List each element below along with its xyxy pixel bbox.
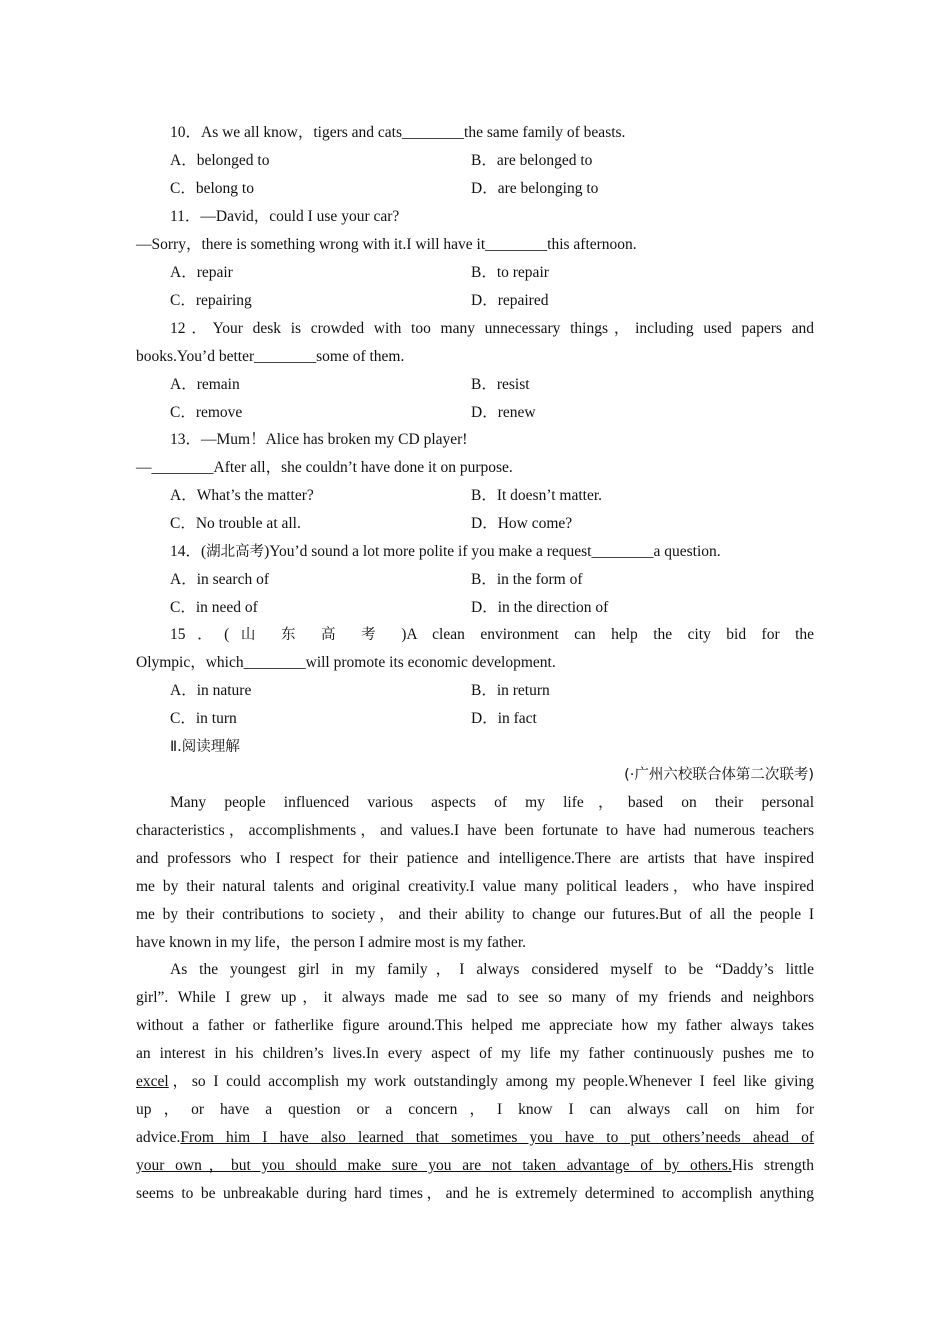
underlined-sentence: From him I have also learned that sometimes you have to put others’needs ahead of xyxy=(180,1129,814,1146)
option-c: C．No trouble at all. xyxy=(170,515,301,532)
passage-p1-line: me by their contributions to society，and their ability to change our futures.But of all the people I xyxy=(136,906,814,923)
passage-p1-line: have known in my life，the person I admire most is my father. xyxy=(136,934,526,951)
question-11-stem: 11．—David，could I use your car? xyxy=(170,208,400,225)
question-text: )You’d sound a lot more polite if you make a request________a question. xyxy=(264,543,721,560)
option-a: A．remain xyxy=(170,376,240,393)
question-13-stem: 13．—Mum！Alice has broken my CD player! xyxy=(170,431,468,448)
option-a: A．repair xyxy=(170,264,233,281)
question-source: 山东高考 xyxy=(229,627,402,643)
line-text: His strength xyxy=(731,1157,814,1174)
passage-p2-line: an interest in his children’s lives.In every aspect of my life my father continuously pushes me to xyxy=(136,1045,814,1062)
option-b: B．It doesn’t matter. xyxy=(471,487,603,504)
question-13-options-row-1 xyxy=(136,482,814,510)
option-b: B．in return xyxy=(471,682,550,699)
option-d: D．repaired xyxy=(471,292,549,309)
option-b: B．to repair xyxy=(471,264,549,281)
option-a: A．in nature xyxy=(170,682,252,699)
question-11-reply: —Sorry，there is something wrong with it.I will have it________this afternoon. xyxy=(136,236,637,253)
underlined-sentence: your own，but you should make sure you are not taken advantage of by others. xyxy=(136,1157,732,1174)
question-13-reply: —________After all，she couldn’t have done it on purpose. xyxy=(136,459,513,476)
passage-p1-line: Many people influenced various aspects of my life，based on their personal xyxy=(170,794,814,811)
question-11-options-row-2 xyxy=(136,287,814,315)
question-number: 14．( xyxy=(170,543,207,560)
passage-p2-line: As the youngest girl in my family，I always considered myself to be “Daddy’s little xyxy=(170,961,814,978)
question-12-options-row-2 xyxy=(136,399,814,427)
passage-p2-line: seems to be unbreakable during hard times，and he is extremely determined to accomplish anything xyxy=(136,1185,814,1202)
question-14-stem xyxy=(136,538,814,566)
question-14-options-row-1 xyxy=(136,566,814,594)
option-d: D．How come? xyxy=(471,515,573,532)
section-heading: Ⅱ.阅读理解 xyxy=(170,739,240,755)
passage-p2-line: girl”. While I grew up，it always made me sad to see so many of my friends and neighbors xyxy=(136,989,814,1006)
option-d: D．in the direction of xyxy=(471,599,609,616)
passage-source: (·广州六校联合体第二次联考) xyxy=(624,767,814,783)
question-14-options-row-2 xyxy=(136,594,814,622)
question-text: )A clean environment can help the city bid for the xyxy=(401,626,815,643)
underlined-word-excel: excel xyxy=(136,1073,169,1090)
question-12-stem-line-2: books.You’d better________some of them. xyxy=(136,348,405,365)
option-a: A．What’s the matter? xyxy=(170,487,314,504)
question-10-options-row-2 xyxy=(136,175,814,203)
passage-p2-line xyxy=(136,1068,814,1096)
option-d: D．in fact xyxy=(471,710,537,727)
passage-p2-line xyxy=(136,1124,814,1152)
option-c: C．belong to xyxy=(170,180,254,197)
passage-p2-line xyxy=(136,1152,814,1180)
option-c: C．in turn xyxy=(170,710,237,727)
question-12-stem-line-1: 12．Your desk is crowded with too many unnecessary things，including used papers and xyxy=(170,320,814,337)
question-15-stem-line-1 xyxy=(136,621,814,649)
question-13-options-row-2 xyxy=(136,510,814,538)
question-15-options-row-1 xyxy=(136,677,814,705)
question-15-stem-line-2: Olympic，which________will promote its economic development. xyxy=(136,654,556,671)
option-c: C．in need of xyxy=(170,599,258,616)
passage-p1-line: characteristics，accomplishments，and values.I have been fortunate to have had numerous teachers xyxy=(136,822,814,839)
option-c: C．repairing xyxy=(170,292,252,309)
question-15-options-row-2 xyxy=(136,705,814,733)
question-number: 15．( xyxy=(170,626,230,643)
question-11-options-row-1 xyxy=(136,259,814,287)
passage-p1-line: me by their natural talents and original creativity.I value many political leaders，who have inspired xyxy=(136,878,814,895)
line-text: advice. xyxy=(136,1129,181,1146)
question-10-options-row-1 xyxy=(136,147,814,175)
passage-p2-line: up，or have a question or a concern，I know I can always call on him for xyxy=(136,1101,814,1118)
option-b: B．in the form of xyxy=(471,571,583,588)
option-c: C．remove xyxy=(170,404,243,421)
option-d: D．renew xyxy=(471,404,536,421)
option-a: A．belonged to xyxy=(170,152,270,169)
question-12-options-row-1 xyxy=(136,371,814,399)
option-b: B．are belonged to xyxy=(471,152,593,169)
passage-p1-line: and professors who I respect for their patience and intelligence.There are artists that have inspired xyxy=(136,850,814,867)
option-a: A．in search of xyxy=(170,571,269,588)
option-b: B．resist xyxy=(471,376,530,393)
option-d: D．are belonging to xyxy=(471,180,599,197)
question-source: 湖北高考 xyxy=(206,544,265,560)
passage-p2-line: without a father or fatherlike figure around.This helped me appreciate how my father always takes xyxy=(136,1017,814,1034)
line-text: ，so I could accomplish my work outstandingly among my people.Whenever I feel like giving xyxy=(168,1073,814,1090)
question-10-stem: 10．As we all know，tigers and cats________the same family of beasts. xyxy=(170,124,626,141)
